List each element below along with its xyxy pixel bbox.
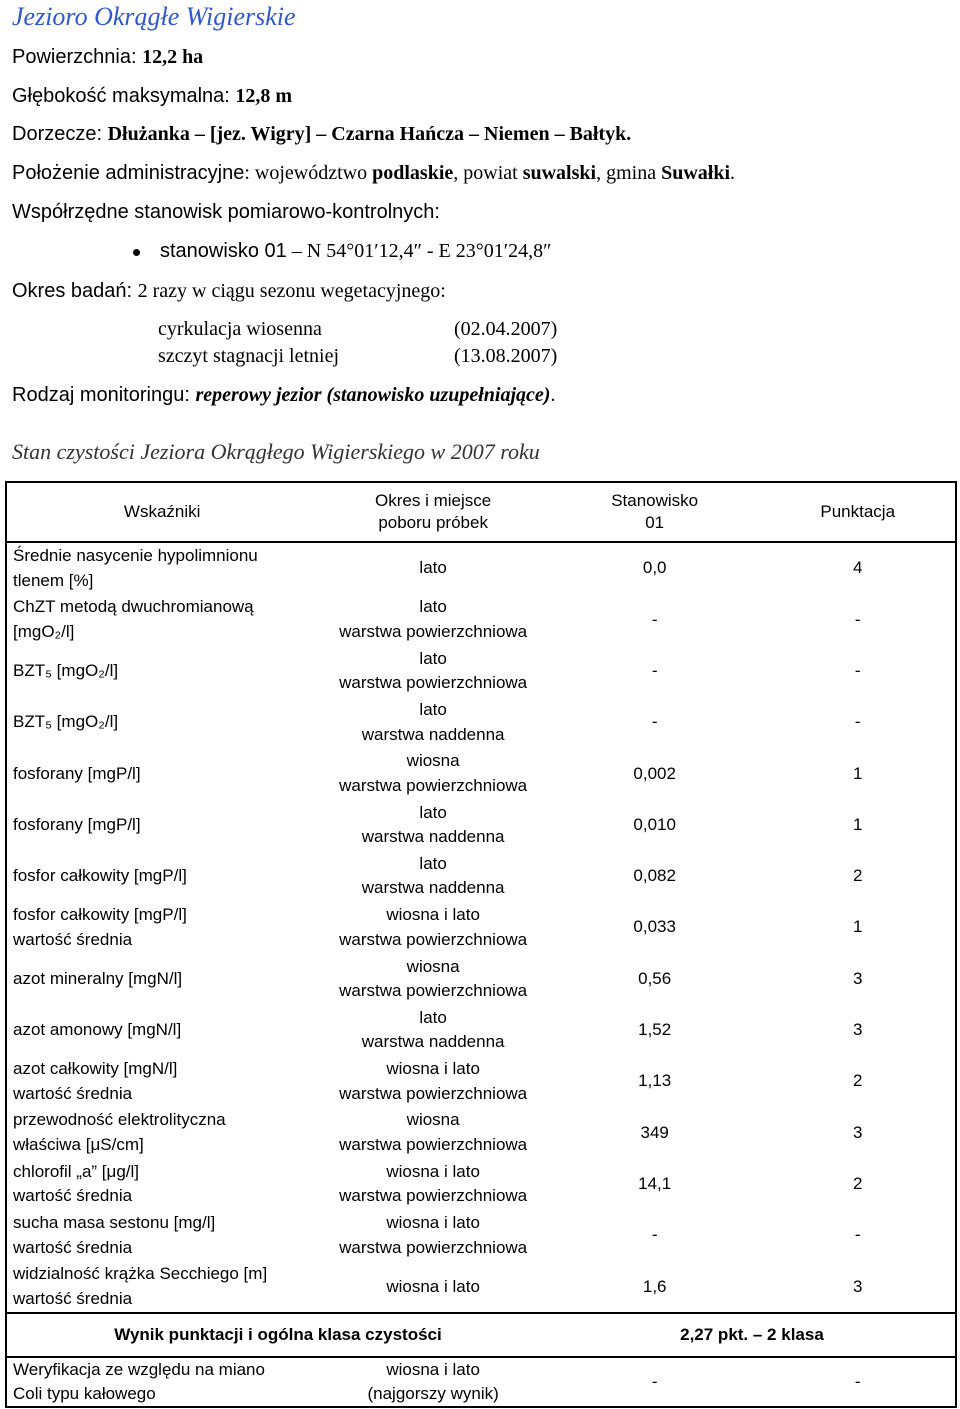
indicator-cell-line2: wartość średnia — [13, 1083, 133, 1103]
table-body — [6, 542, 956, 1407]
station-value-cell: 0,56 — [638, 968, 672, 988]
admin-commune: Suwałki — [661, 162, 731, 184]
basin-line — [12, 123, 631, 146]
verification-period-line2: (najgorszy wynik) — [367, 1384, 499, 1404]
indicator-cell-line2: wartość średnia — [13, 929, 133, 949]
indicator-cell — [6, 953, 317, 1004]
quality-table — [5, 481, 957, 1408]
period-place-cell-line1: lato — [419, 558, 447, 578]
table-row — [6, 697, 956, 748]
indicator-cell-line1: Średnie nasycenie hypolimnionu — [13, 546, 258, 566]
period-place-cell-line1: wiosna i lato — [386, 1276, 480, 1296]
header-station-line2: 01 — [645, 513, 665, 532]
monitoring-value: reperowy jezior (stanowisko uzupełniające) — [195, 384, 551, 406]
admin-label: Położenie administracyjne — [12, 162, 245, 184]
header-period-line2: poboru próbek — [378, 513, 488, 532]
basin-value: Dłużanka – [jez. Wigry] – Czarna Hańcza – Niemen – Bałtyk. — [107, 123, 632, 145]
table-row — [6, 1210, 956, 1261]
header-period-line1: Okres i miejsce — [375, 491, 492, 510]
period-place-cell-line1: lato — [419, 1007, 447, 1027]
station-value-cell: 14,1 — [638, 1173, 672, 1193]
period-place-cell-line1: lato — [419, 802, 447, 822]
period-place-cell-line1: wiosna i lato — [386, 1059, 480, 1079]
table-row — [6, 1261, 956, 1313]
station-value-cell: - — [651, 712, 658, 732]
period-place-cell-line1: wiosna i lato — [386, 1161, 480, 1181]
period-place-cell-line1: wiosna i lato — [386, 905, 480, 925]
period-place-cell-line2: warstwa naddenna — [361, 1032, 505, 1052]
table-row — [6, 799, 956, 850]
period-place-cell-line2: warstwa powierzchniowa — [339, 1186, 528, 1206]
monitoring-line — [12, 384, 555, 407]
period-date: (13.08.2007) — [454, 345, 558, 367]
admin-voivodeship: podlaskie — [372, 162, 454, 184]
indicator-cell-line2: [mgO₂/l] — [13, 621, 75, 641]
period-item — [158, 345, 558, 368]
table-header-row — [6, 482, 956, 542]
indicator-cell-line1: fosfor całkowity [mgP/l] — [13, 866, 187, 886]
station-value-cell: 0,010 — [633, 814, 676, 834]
monitoring-tail: . — [550, 384, 556, 406]
indicator-cell-line1: BZT₅ [mgO₂/l] — [13, 712, 119, 732]
admin-text: . — [730, 162, 736, 184]
table-row — [6, 1107, 956, 1158]
indicator-cell-line1: azot całkowity [mgN/l] — [13, 1059, 178, 1079]
period-place-cell-line1: lato — [419, 597, 447, 617]
indicator-cell — [6, 542, 317, 594]
period-place-cell — [317, 953, 549, 1004]
indicator-cell-line2: wartość średnia — [13, 1237, 133, 1257]
header-station-line1: Stanowisko — [611, 491, 699, 510]
coords-line — [12, 201, 440, 224]
period-date: (02.04.2007) — [454, 318, 558, 340]
period-place-cell — [317, 594, 549, 645]
indicator-cell-line1: fosforany [mgP/l] — [13, 814, 141, 834]
area-label: Powierzchnia: — [12, 46, 143, 68]
verification-value: - — [549, 1357, 761, 1407]
table-row — [6, 902, 956, 953]
table-row — [6, 1159, 956, 1210]
indicator-cell-line1: przewodność elektrolityczna — [13, 1110, 226, 1130]
summary-row — [6, 1313, 956, 1357]
verification-period — [317, 1357, 549, 1407]
period-place-cell-line2: warstwa powierzchniowa — [339, 1083, 528, 1103]
period-place-cell-line1: wiosna i lato — [386, 1213, 480, 1232]
period-place-cell — [317, 851, 549, 902]
period-label: Okres badań: — [12, 280, 138, 302]
period-place-cell — [317, 799, 549, 850]
depth-value: 12,8 m — [235, 85, 293, 107]
period-place-cell-line1: lato — [419, 700, 447, 720]
verification-row — [6, 1357, 956, 1407]
indicator-cell — [6, 646, 317, 697]
period-line — [12, 280, 446, 303]
indicator-cell — [6, 851, 317, 902]
table-row — [6, 953, 956, 1004]
header-score: Punktacja — [760, 482, 956, 542]
summary-value: 2,27 pkt. – 2 klasa — [549, 1313, 956, 1357]
station-value-cell: 0,0 — [642, 558, 667, 578]
indicator-cell-line1: chlorofil „a” [μg/l] — [13, 1161, 139, 1181]
period-place-cell-line1: wiosna — [406, 751, 460, 771]
score-cell: 3 — [852, 1020, 863, 1040]
score-cell: 2 — [852, 1173, 863, 1193]
indicator-cell-line1: ChZT metodą dwuchromianową — [13, 597, 254, 617]
score-cell: - — [854, 609, 861, 629]
period-place-cell — [317, 1210, 549, 1261]
station-value-cell: 0,002 — [633, 763, 676, 783]
indicator-cell-line1: BZT₅ [mgO₂/l] — [13, 660, 119, 680]
station-value-cell: 349 — [640, 1122, 669, 1142]
indicator-cell-line2: wartość średnia — [13, 1186, 133, 1206]
indicator-cell-line2: wartość średnia — [13, 1288, 133, 1308]
period-place-cell-line2: warstwa powierzchniowa — [339, 1134, 528, 1154]
score-cell: 3 — [852, 968, 863, 988]
period-place-cell-line2: warstwa powierzchniowa — [339, 775, 528, 795]
period-name: cyrkulacja wiosenna — [158, 318, 322, 340]
admin-county: suwalski — [522, 162, 597, 184]
score-cell: 4 — [852, 558, 863, 578]
table-row — [6, 1005, 956, 1056]
verification-line2: Coli typu kałowego — [13, 1384, 156, 1404]
station-coords: – N 54°01′12,4″ - E 23°01′24,8″ — [286, 240, 552, 262]
period-place-cell-line1: lato — [419, 853, 447, 873]
period-place-cell — [317, 542, 549, 594]
score-cell: 2 — [852, 866, 863, 886]
period-place-cell — [317, 1107, 549, 1158]
period-place-cell — [317, 646, 549, 697]
period-item — [158, 318, 558, 341]
header-period-place — [317, 482, 549, 542]
score-cell: - — [854, 712, 861, 732]
header-indicators: Wskaźniki — [6, 482, 317, 542]
indicator-cell — [6, 1056, 317, 1107]
period-value: 2 razy w ciągu sezonu wegetacyjnego: — [137, 280, 446, 302]
verification-indicator — [6, 1357, 317, 1407]
period-place-cell-line2: warstwa naddenna — [361, 827, 505, 847]
period-place-cell — [317, 697, 549, 748]
station-value-cell: 1,52 — [638, 1020, 672, 1040]
score-cell: 3 — [852, 1122, 863, 1142]
station-value-cell: 1,6 — [642, 1276, 667, 1296]
indicator-cell-line2: właściwa [μS/cm] — [13, 1134, 144, 1154]
station-value-cell: 1,13 — [638, 1071, 672, 1091]
indicator-cell-line2: tlenem [%] — [13, 570, 94, 590]
station-value-cell: - — [651, 1225, 658, 1245]
admin-text: : województwo — [244, 162, 373, 184]
score-cell: 3 — [852, 1276, 863, 1296]
verification-period-line1: wiosna i lato — [386, 1360, 480, 1380]
indicator-cell — [6, 1210, 317, 1261]
basin-label: Dorzecze: — [12, 123, 108, 145]
admin-text: , gmina — [596, 162, 662, 184]
score-cell: 1 — [852, 814, 863, 834]
bullet-icon — [133, 249, 140, 256]
indicator-cell-line1: fosfor całkowity [mgP/l] — [13, 905, 187, 925]
station-line — [160, 240, 551, 263]
period-place-cell-line2: warstwa powierzchniowa — [339, 981, 528, 1001]
station-value-cell: - — [651, 660, 658, 680]
period-place-cell-line2: warstwa naddenna — [361, 724, 505, 744]
station-name: stanowisko 01 — [160, 240, 287, 262]
area-value: 12,2 ha — [142, 46, 204, 68]
period-place-cell-line2: warstwa naddenna — [361, 878, 505, 898]
period-place-cell — [317, 1159, 549, 1210]
table-row — [6, 1056, 956, 1107]
depth-label: Głębokość maksymalna: — [12, 85, 236, 107]
indicator-cell — [6, 1107, 317, 1158]
indicator-cell — [6, 799, 317, 850]
indicator-cell — [6, 594, 317, 645]
indicator-cell-line1: widzialność krążka Secchiego [m] — [13, 1264, 268, 1284]
table-caption: Stan czystości Jeziora Okrągłego Wigierskiego w 2007 roku — [12, 439, 540, 464]
period-place-cell — [317, 748, 549, 799]
score-cell: - — [854, 660, 861, 680]
table-row — [6, 851, 956, 902]
indicator-cell — [6, 902, 317, 953]
period-place-cell-line2: warstwa powierzchniowa — [339, 621, 528, 641]
indicator-cell — [6, 1261, 317, 1313]
station-value-cell: 0,082 — [633, 866, 676, 886]
indicator-cell — [6, 1005, 317, 1056]
period-place-cell — [317, 1005, 549, 1056]
station-value-cell: - — [651, 609, 658, 629]
indicator-cell-line1: azot mineralny [mgN/l] — [13, 968, 183, 988]
station-value-cell: 0,033 — [633, 917, 676, 937]
indicator-cell — [6, 697, 317, 748]
verification-line1: Weryfikacja ze względu na miano — [13, 1360, 265, 1380]
indicator-cell-line1: fosforany [mgP/l] — [13, 763, 141, 783]
period-place-cell-line2: warstwa powierzchniowa — [339, 1237, 528, 1257]
header-station — [549, 482, 761, 542]
admin-text: , powiat — [453, 162, 523, 184]
area-line — [12, 46, 203, 69]
admin-line — [12, 162, 735, 185]
period-name: szczyt stagnacji letniej — [158, 345, 340, 367]
score-cell: 1 — [852, 917, 863, 937]
table-row — [6, 748, 956, 799]
table-row — [6, 646, 956, 697]
score-cell: - — [854, 1225, 861, 1245]
coords-label: Współrzędne stanowisk pomiarowo-kontrolnych: — [12, 201, 440, 223]
period-place-cell-line1: wiosna — [406, 1110, 460, 1130]
table-row — [6, 594, 956, 645]
indicator-cell — [6, 748, 317, 799]
period-place-cell-line2: warstwa powierzchniowa — [339, 929, 528, 949]
table-row — [6, 542, 956, 594]
period-place-cell — [317, 1056, 549, 1107]
depth-line — [12, 85, 292, 108]
period-place-cell — [317, 1261, 549, 1313]
indicator-cell-line1: azot amonowy [mgN/l] — [13, 1020, 182, 1040]
summary-label: Wynik punktacji i ogólna klasa czystości — [6, 1313, 549, 1357]
indicator-cell — [6, 1159, 317, 1210]
score-cell: 1 — [852, 763, 863, 783]
indicator-cell-line1: sucha masa sestonu [mg/l] — [13, 1213, 216, 1232]
period-place-cell — [317, 902, 549, 953]
page-title: Jezioro Okrągłe Wigierskie — [12, 2, 296, 31]
period-place-cell-line1: lato — [419, 648, 447, 668]
verification-score: - — [760, 1357, 956, 1407]
period-place-cell-line2: warstwa powierzchniowa — [339, 673, 528, 693]
score-cell: 2 — [852, 1071, 863, 1091]
monitoring-label: Rodzaj monitoringu: — [12, 384, 196, 406]
period-place-cell-line1: wiosna — [406, 956, 460, 976]
